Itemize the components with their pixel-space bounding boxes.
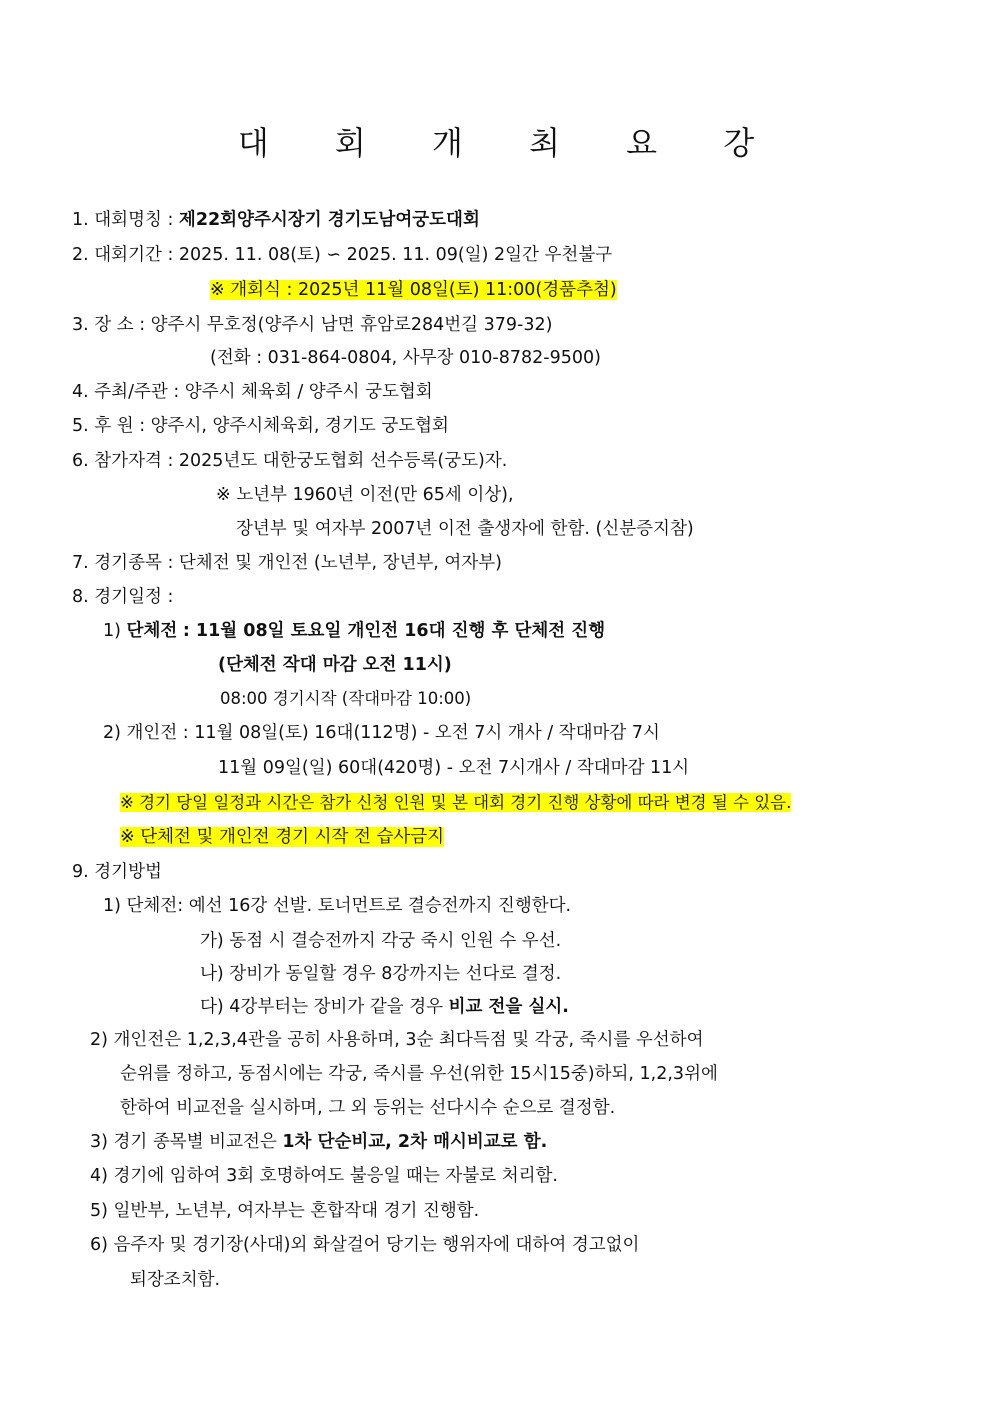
schedule-change-text: ※ 경기 당일 일정과 시간은 참가 신청 인원 및 본 대회 경기 진행 상황에 따라 변경 될 수 있음.: [120, 793, 792, 812]
eligibility-senior: ※ 노년부 1960년 이전(만 65세 이상),: [216, 485, 514, 505]
method-expulsion: 퇴장조치함.: [130, 1270, 221, 1290]
schedule-individual-day2: 11월 09일(일) 60대(420명) - 오전 7시개사 / 작대마감 11시: [218, 758, 690, 778]
method-individual-3: 한하여 비교전을 실시하며, 그 외 등위는 선다시수 순으로 결정함.: [120, 1098, 616, 1118]
schedule-team: [103, 619, 605, 643]
schedule-team-label: 단체전: [126, 621, 178, 641]
method-team: 1) 단체전: 예선 16강 선발. 토너먼트로 결승전까지 진행한다.: [103, 896, 572, 916]
eligibility-adult-women: 장년부 및 여자부 2007년 이전 출생자에 한함. (신분증지참): [236, 519, 694, 539]
method-mixed: 5) 일반부, 노년부, 여자부는 혼합작대 경기 진행함.: [90, 1201, 480, 1221]
item-2-period: 2. 대회기간 : 2025. 11. 08(토) ∽ 2025. 11. 09(일) 2일간 우천불구: [72, 245, 613, 265]
method-tiebreak: [90, 1130, 547, 1154]
method-team-c-text: 다) 4강부터는 장비가 같을 경우: [200, 997, 449, 1017]
method-individual-1: 2) 개인전은 1,2,3,4관을 공히 사용하며, 3순 최다득점 및 각궁, 죽시를 우선하여: [90, 1030, 704, 1050]
opening-ceremony-note: [210, 278, 617, 302]
method-team-c: [200, 995, 569, 1019]
method-no-show: 4) 경기에 임하여 3회 호명하여도 불응일 때는 자불로 처리함.: [90, 1166, 558, 1186]
method-drinking: 6) 음주자 및 경기장(사대)외 화살걸어 당기는 행위자에 대하여 경고없이: [90, 1235, 640, 1255]
item-9-method: 9. 경기방법: [72, 862, 162, 882]
item-4-host: 4. 주최/주관 : 양주시 체육회 / 양주시 궁도협회: [72, 382, 433, 402]
schedule-team-start: 08:00 경기시작 (작대마감 10:00): [220, 689, 472, 708]
schedule-individual-day1: 2) 개인전 : 11월 08일(토) 16대(112명) - 오전 7시 개사 / 작대마감 7시: [103, 723, 660, 743]
opening-ceremony-text: ※ 개회식 : 2025년 11월 08일(토) 11:00(경품추첨): [210, 280, 617, 300]
item-6-eligibility: 6. 참가자격 : 2025년도 대한궁도협회 선수등록(궁도)자.: [72, 451, 508, 471]
method-team-a: 가) 동점 시 결승전까지 각궁 죽시 인원 수 우선.: [200, 931, 562, 951]
schedule-team-number: 1): [103, 621, 121, 641]
schedule-team-deadline: (단체전 작대 마감 오전 11시): [218, 655, 452, 675]
item-1: [72, 208, 480, 232]
item-8-schedule: 8. 경기일정 :: [72, 587, 174, 607]
item-7-events: 7. 경기종목 : 단체전 및 개인전 (노년부, 장년부, 여자부): [72, 553, 502, 573]
schedule-team-detail: : 11월 08일 토요일 개인전 16대 진행 후 단체전 진행: [182, 621, 606, 641]
item-3-venue: 3. 장 소 : 양주시 무호정(양주시 남면 휴암로284번길 379-32): [72, 315, 553, 335]
schedule-change-note: [120, 791, 791, 815]
venue-contact: (전화 : 031-864-0804, 사무장 010-8782-9500): [210, 348, 601, 368]
method-team-c-bold: 비교 전을 실시.: [448, 997, 569, 1017]
event-name: 제22회양주시장기 경기도남여궁도대회: [178, 210, 480, 230]
document-title: 대 회 개 최 요 강: [237, 124, 783, 162]
method-tiebreak-text: 3) 경기 종목별 비교전은: [90, 1132, 283, 1152]
item-5-sponsor: 5. 후 원 : 양주시, 양주시체육회, 경기도 궁도협회: [72, 416, 449, 436]
practice-ban-note: [120, 825, 444, 849]
method-team-b: 나) 장비가 동일할 경우 8강까지는 선다로 결정.: [200, 964, 562, 984]
practice-ban-text: ※ 단체전 및 개인전 경기 시작 전 습사금지: [120, 827, 445, 847]
item-1-label: 1. 대회명칭 :: [72, 210, 174, 230]
method-tiebreak-bold: 1차 단순비교, 2차 매시비교로 함.: [282, 1132, 548, 1152]
method-individual-2: 순위를 정하고, 동점시에는 각궁, 죽시를 우선(위한 15시15중)하되, 1,2,3위에: [120, 1064, 718, 1084]
